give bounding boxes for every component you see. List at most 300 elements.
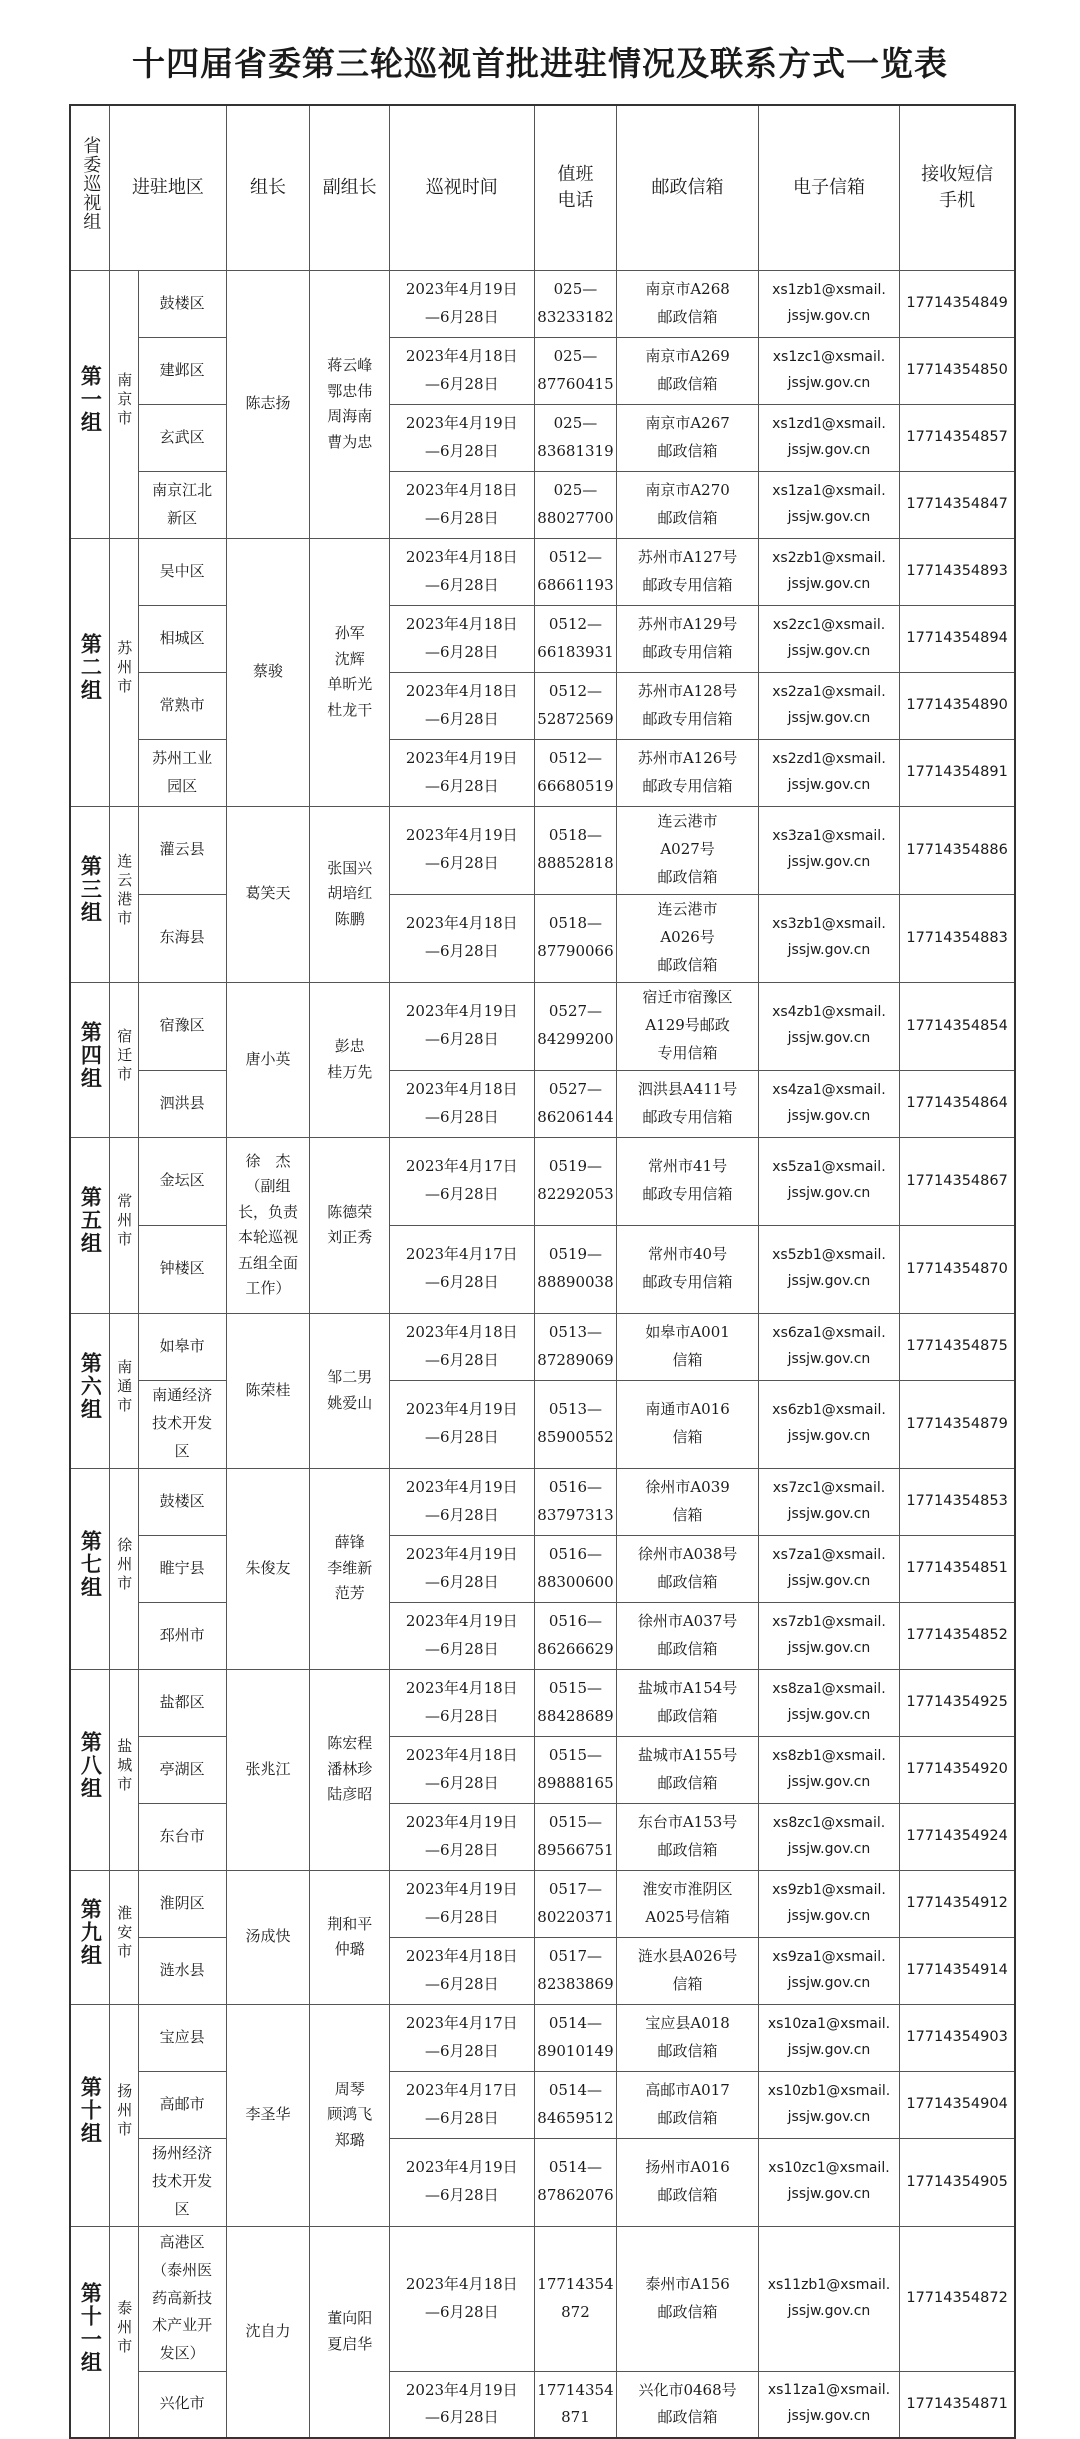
period-line: —6月28日 xyxy=(424,1907,499,1926)
leader-cell: 葛笑天 xyxy=(226,806,310,982)
period-line: —6月28日 xyxy=(424,575,499,594)
table-row xyxy=(70,471,1015,538)
email-line: xs9zb1@xsmail. xyxy=(772,1881,886,1898)
email-line: xs2zc1@xsmail. xyxy=(772,616,886,633)
period-line: 2023年4月18日 xyxy=(405,1678,518,1697)
group-name-text: 第六组 xyxy=(78,1351,103,1421)
district-cell: 睢宁县 xyxy=(138,1535,226,1602)
table-row xyxy=(70,2071,1015,2138)
leader-cell: 沈自力 xyxy=(226,2226,310,2438)
header-district: 进驻地区 xyxy=(110,105,226,270)
header-email: 电子信箱 xyxy=(758,105,899,270)
district-line: 园区 xyxy=(167,776,198,795)
period-line: —6月28日 xyxy=(424,642,499,661)
leader-line: 长，负责 xyxy=(237,1202,298,1221)
table-row xyxy=(70,894,1015,982)
district-cell xyxy=(138,1380,226,1468)
email-line: jssjw.gov.cn xyxy=(787,942,871,958)
period-cell xyxy=(390,982,535,1070)
email-cell xyxy=(758,1225,899,1313)
deputy-line: 彭忠 xyxy=(334,1037,365,1055)
sms-phone-cell: 17714354903 xyxy=(900,2004,1015,2071)
phone-line: 0515— xyxy=(548,1678,603,1697)
table-row xyxy=(70,806,1015,894)
deputy-line: 陈宏程 xyxy=(327,1734,373,1753)
email-cell xyxy=(758,1535,899,1602)
district-line: 高港区 xyxy=(159,2233,205,2252)
postal-line: A026号 xyxy=(660,928,715,947)
email-cell xyxy=(758,605,899,672)
period-line: 2023年4月18日 xyxy=(405,346,518,365)
postal-box-cell xyxy=(617,270,758,337)
postal-line: 南京市A269 xyxy=(645,346,730,365)
postal-line: 邮政信箱 xyxy=(657,2302,718,2321)
period-line: —6月28日 xyxy=(424,776,499,795)
postal-line: 邮政专用信箱 xyxy=(642,1273,733,1291)
postal-box-cell xyxy=(617,538,758,605)
email-cell xyxy=(758,270,899,337)
postal-box-cell xyxy=(617,1736,758,1803)
postal-box-cell xyxy=(617,1937,758,2004)
city-name xyxy=(110,1870,138,2004)
district-cell: 常熟市 xyxy=(138,672,226,739)
phone-line: 0527— xyxy=(548,1079,603,1098)
leader-line: 徐 杰 xyxy=(245,1151,291,1170)
postal-line: A027号 xyxy=(660,840,715,859)
postal-line: 苏州市A127号 xyxy=(637,547,738,566)
period-cell xyxy=(390,739,535,806)
table-row xyxy=(70,2226,1015,2371)
city-name-text: 常州市 xyxy=(115,1193,134,1251)
period-cell xyxy=(390,404,535,471)
table-row xyxy=(70,739,1015,806)
email-line: jssjw.gov.cn xyxy=(787,1639,871,1656)
postal-line: 邮政专用信箱 xyxy=(642,1107,733,1126)
email-cell xyxy=(758,739,899,806)
postal-line: A025号信箱 xyxy=(645,1907,730,1926)
table-row xyxy=(70,1137,1015,1225)
district-cell: 金坛区 xyxy=(138,1137,226,1225)
email-line: jssjw.gov.cn xyxy=(787,307,871,324)
postal-box-cell xyxy=(617,1602,758,1669)
duty-phone-cell xyxy=(534,739,617,806)
postal-box-cell xyxy=(617,2138,758,2226)
postal-line: 南京市A270 xyxy=(645,480,730,499)
group-name xyxy=(70,1137,110,1313)
deputy-line: 顾鸿飞 xyxy=(327,2105,373,2124)
period-line: 2023年4月18日 xyxy=(405,914,518,933)
duty-phone-cell xyxy=(534,672,617,739)
table-row xyxy=(70,2004,1015,2071)
table-row xyxy=(70,1870,1015,1937)
email-cell xyxy=(758,806,899,894)
postal-line: 兴化市0468号 xyxy=(638,2380,737,2399)
phone-line: 0512— xyxy=(548,547,603,566)
sms-phone-cell: 17714354904 xyxy=(900,2071,1015,2138)
deputy-line: 董向阳 xyxy=(327,2309,373,2328)
email-cell xyxy=(758,1137,899,1225)
duty-phone-cell xyxy=(534,337,617,404)
group-name-text: 第二组 xyxy=(78,633,103,703)
postal-box-cell xyxy=(617,471,758,538)
email-line: jssjw.gov.cn xyxy=(787,854,871,870)
period-cell xyxy=(390,1669,535,1736)
sms-phone-cell: 17714354893 xyxy=(900,538,1015,605)
city-name xyxy=(110,1313,138,1468)
phone-line: 0514— xyxy=(548,2158,603,2177)
period-line: 2023年4月18日 xyxy=(405,1946,518,1965)
district-line: （泰州医 xyxy=(152,2260,213,2279)
phone-line: 0512— xyxy=(548,614,603,633)
postal-line: 邮政信箱 xyxy=(657,374,718,393)
leader-cell: 汤成快 xyxy=(226,1870,310,2004)
email-line: jssjw.gov.cn xyxy=(787,1107,871,1124)
district-cell: 宝应县 xyxy=(138,2004,226,2071)
deputy-line: 潘林珍 xyxy=(327,1759,373,1778)
period-line: 2023年4月19日 xyxy=(405,826,518,845)
deputy-line: 周海南 xyxy=(327,407,373,425)
period-line: —6月28日 xyxy=(424,1350,499,1369)
postal-line: 邮政信箱 xyxy=(657,955,718,974)
phone-line: 0512— xyxy=(548,748,603,767)
period-line: —6月28日 xyxy=(424,942,499,960)
email-line: jssjw.gov.cn xyxy=(787,2186,871,2202)
period-line: 2023年4月19日 xyxy=(405,1400,518,1419)
postal-line: 盐城市A155号 xyxy=(637,1745,738,1764)
period-cell xyxy=(390,2371,535,2438)
table-row xyxy=(70,1070,1015,1137)
period-cell xyxy=(390,1803,535,1870)
postal-line: 东台市A153号 xyxy=(637,1812,738,1831)
group-name xyxy=(70,2004,110,2226)
leader-cell: 李圣华 xyxy=(226,2004,310,2226)
postal-line: 邮政信箱 xyxy=(657,867,718,886)
duty-phone-cell xyxy=(534,1535,617,1602)
postal-line: 常州市41号 xyxy=(648,1157,728,1176)
sms-phone-cell: 17714354925 xyxy=(900,1669,1015,1736)
postal-box-cell xyxy=(617,982,758,1070)
district-cell: 如皋市 xyxy=(138,1313,226,1380)
table-row xyxy=(70,1937,1015,2004)
sms-phone-cell: 17714354851 xyxy=(900,1535,1015,1602)
district-cell: 相城区 xyxy=(138,605,226,672)
duty-phone-cell xyxy=(534,2138,617,2226)
sms-phone-cell: 17714354864 xyxy=(900,1070,1015,1137)
city-name xyxy=(110,2226,138,2438)
deputy-line: 沈辉 xyxy=(334,649,365,668)
district-line: 术产业开 xyxy=(152,2316,213,2335)
email-cell xyxy=(758,1870,899,1937)
phone-line: 87289069 xyxy=(537,1350,614,1369)
header-deputy: 副组长 xyxy=(310,105,390,270)
leader-line: 工作） xyxy=(245,1279,291,1297)
phone-line: 88852818 xyxy=(537,854,614,872)
sms-phone-cell: 17714354857 xyxy=(900,404,1015,471)
period-line: —6月28日 xyxy=(424,2108,499,2127)
deputy-line: 范芳 xyxy=(334,1584,365,1603)
leader-cell: 张兆江 xyxy=(226,1669,310,1870)
period-cell xyxy=(390,1313,535,1380)
table-row xyxy=(70,672,1015,739)
postal-line: 邮政信箱 xyxy=(657,2408,718,2427)
district-cell: 钟楼区 xyxy=(138,1225,226,1313)
district-cell: 兴化市 xyxy=(138,2371,226,2438)
period-cell xyxy=(390,806,535,894)
sms-phone-cell: 17714354850 xyxy=(900,337,1015,404)
sms-phone-cell: 17714354871 xyxy=(900,2371,1015,2438)
postal-line: 邮政信箱 xyxy=(657,307,718,326)
period-line: 2023年4月18日 xyxy=(405,614,518,633)
duty-phone-cell xyxy=(534,1468,617,1535)
email-line: xs4zb1@xsmail. xyxy=(772,1004,886,1021)
phone-line: 87862076 xyxy=(537,2186,614,2204)
phone-line: 871 xyxy=(561,2408,590,2427)
postal-line: 涟水县A026号 xyxy=(637,1946,738,1965)
duty-phone-cell xyxy=(534,538,617,605)
table-row xyxy=(70,605,1015,672)
period-cell xyxy=(390,1937,535,2004)
period-cell xyxy=(390,1602,535,1669)
table-row xyxy=(70,2371,1015,2438)
city-name xyxy=(110,2004,138,2226)
table-row xyxy=(70,1803,1015,1870)
district-cell: 宿豫区 xyxy=(138,982,226,1070)
period-line: 2023年4月18日 xyxy=(405,1745,518,1764)
postal-line: 邮政信箱 xyxy=(657,1773,718,1792)
phone-line: 68661193 xyxy=(537,575,614,594)
period-cell xyxy=(390,2138,535,2226)
period-line: —6月28日 xyxy=(424,1974,499,1993)
leader-cell: 陈荣桂 xyxy=(226,1313,310,1468)
group-name xyxy=(70,1468,110,1669)
postal-line: 邮政专用信箱 xyxy=(642,575,733,594)
duty-phone-cell xyxy=(534,1380,617,1468)
email-line: jssjw.gov.cn xyxy=(787,575,871,592)
email-cell xyxy=(758,1313,899,1380)
period-line: 2023年4月17日 xyxy=(405,1245,518,1264)
city-name xyxy=(110,806,138,982)
phone-line: 0519— xyxy=(548,1245,603,1264)
period-line: 2023年4月18日 xyxy=(405,1322,518,1341)
phone-line: 80220371 xyxy=(537,1907,614,1926)
district-cell: 亭湖区 xyxy=(138,1736,226,1803)
phone-line: 0517— xyxy=(548,1946,603,1965)
phone-line: 0515— xyxy=(548,1745,603,1764)
group-name xyxy=(70,1313,110,1468)
header-duty-phone: 值班电话 xyxy=(534,105,617,270)
deputy-line: 胡培红 xyxy=(327,884,373,903)
table-row xyxy=(70,2138,1015,2226)
email-line: jssjw.gov.cn xyxy=(787,776,871,793)
postal-line: 邮政专用信箱 xyxy=(642,709,733,728)
leader-cell: 陈志扬 xyxy=(226,270,310,538)
header-group: 省委巡视组 xyxy=(70,105,110,270)
email-line: xs7za1@xsmail. xyxy=(772,1546,886,1563)
postal-box-cell xyxy=(617,404,758,471)
period-line: —6月28日 xyxy=(424,1185,499,1203)
postal-box-cell xyxy=(617,2226,758,2371)
period-line: 2023年4月18日 xyxy=(405,480,518,499)
email-line: jssjw.gov.cn xyxy=(787,2108,871,2125)
email-line: xs5za1@xsmail. xyxy=(772,1159,886,1176)
group-name xyxy=(70,1870,110,2004)
sms-phone-cell: 17714354914 xyxy=(900,1937,1015,2004)
sms-phone-cell: 17714354849 xyxy=(900,270,1015,337)
district-line: 南京江北 xyxy=(152,480,213,499)
period-line: 2023年4月18日 xyxy=(405,681,518,700)
duty-phone-cell xyxy=(534,404,617,471)
postal-line: 南京市A268 xyxy=(645,279,730,298)
postal-line: 邮政专用信箱 xyxy=(642,776,733,795)
postal-line: 南通市A016 xyxy=(645,1400,730,1419)
postal-box-cell xyxy=(617,1535,758,1602)
period-line: —6月28日 xyxy=(424,1505,499,1524)
period-cell xyxy=(390,337,535,404)
district-line: 技术开发 xyxy=(152,2172,213,2191)
phone-line: 89888165 xyxy=(537,1773,614,1792)
postal-box-cell xyxy=(617,2004,758,2071)
email-line: jssjw.gov.cn xyxy=(787,1840,871,1857)
period-line: —6月28日 xyxy=(424,374,499,393)
duty-phone-cell xyxy=(534,1225,617,1313)
email-cell xyxy=(758,2371,899,2438)
period-cell xyxy=(390,1137,535,1225)
district-line: 区 xyxy=(174,2199,190,2218)
group-name-text: 第十一组 xyxy=(78,2281,103,2374)
period-cell xyxy=(390,270,535,337)
postal-line: 邮政专用信箱 xyxy=(642,642,733,661)
email-line: xs6za1@xsmail. xyxy=(772,1324,886,1341)
postal-line: 邮政专用信箱 xyxy=(642,1185,733,1203)
postal-line: 信箱 xyxy=(672,1428,703,1446)
postal-line: 专用信箱 xyxy=(657,1043,718,1062)
deputy-line: 周琴 xyxy=(334,2079,365,2098)
period-line: —6月28日 xyxy=(424,2186,499,2204)
period-cell xyxy=(390,2004,535,2071)
phone-line: 0518— xyxy=(548,914,603,933)
district-cell: 淮阴区 xyxy=(138,1870,226,1937)
phone-line: 17714354 xyxy=(537,2274,614,2293)
period-line: —6月28日 xyxy=(424,1030,499,1048)
period-cell xyxy=(390,1380,535,1468)
deputy-cell xyxy=(310,2226,390,2438)
phone-line: 84659512 xyxy=(537,2108,614,2127)
district-cell: 东台市 xyxy=(138,1803,226,1870)
email-line: xs1za1@xsmail. xyxy=(772,482,886,499)
period-line: —6月28日 xyxy=(424,709,499,728)
group-name-text: 第九组 xyxy=(78,1898,103,1968)
email-cell xyxy=(758,1736,899,1803)
group-name-text: 第一组 xyxy=(78,365,103,435)
postal-box-cell xyxy=(617,894,758,982)
duty-phone-cell xyxy=(534,806,617,894)
phone-line: 025— xyxy=(553,279,598,298)
postal-box-cell xyxy=(617,2071,758,2138)
phone-line: 0518— xyxy=(548,826,603,845)
group-name-text: 第三组 xyxy=(78,855,103,925)
period-cell xyxy=(390,1870,535,1937)
group-name xyxy=(70,2226,110,2438)
postal-line: 邮政信箱 xyxy=(657,1572,718,1591)
leader-line: 本轮巡视 xyxy=(237,1228,298,1246)
city-name xyxy=(110,982,138,1137)
email-line: jssjw.gov.cn xyxy=(787,2408,871,2425)
phone-line: 0516— xyxy=(548,1544,603,1563)
deputy-line: 陈德荣 xyxy=(327,1202,373,1221)
email-cell xyxy=(758,471,899,538)
group-name xyxy=(70,270,110,538)
sms-phone-cell: 17714354875 xyxy=(900,1313,1015,1380)
city-name-text: 盐城市 xyxy=(115,1737,134,1795)
postal-box-cell xyxy=(617,1070,758,1137)
duty-phone-cell xyxy=(534,894,617,982)
period-line: —6月28日 xyxy=(424,508,499,527)
deputy-line: 邹二男 xyxy=(327,1368,373,1386)
city-name-text: 南京市 xyxy=(115,372,134,430)
sms-phone-cell: 17714354905 xyxy=(900,2138,1015,2226)
phone-line: 025— xyxy=(553,480,598,499)
district-line: 发区） xyxy=(159,2344,205,2363)
email-line: xs2zd1@xsmail. xyxy=(772,750,886,767)
period-line: 2023年4月19日 xyxy=(405,1611,518,1630)
phone-line: 0512— xyxy=(548,681,603,700)
postal-box-cell xyxy=(617,1468,758,1535)
leader-line: （副组 xyxy=(245,1177,291,1195)
period-line: 2023年4月19日 xyxy=(405,2158,518,2177)
email-line: xs1zb1@xsmail. xyxy=(772,281,886,298)
sms-phone-cell: 17714354912 xyxy=(900,1870,1015,1937)
sms-phone-cell: 17714354891 xyxy=(900,739,1015,806)
postal-line: 信箱 xyxy=(672,1505,703,1524)
phone-line: 88027700 xyxy=(537,508,614,527)
email-line: jssjw.gov.cn xyxy=(787,1185,871,1201)
sms-phone-cell: 17714354924 xyxy=(900,1803,1015,1870)
postal-box-cell xyxy=(617,1380,758,1468)
deputy-cell xyxy=(310,1137,390,1313)
deputy-line: 杜龙干 xyxy=(327,700,373,719)
email-line: xs11zb1@xsmail. xyxy=(767,2276,891,2293)
table-row xyxy=(70,1380,1015,1468)
postal-line: 连云港市 xyxy=(657,812,718,831)
postal-line: 泗洪县A411号 xyxy=(637,1079,738,1098)
duty-phone-cell xyxy=(534,471,617,538)
period-line: —6月28日 xyxy=(424,2408,499,2427)
email-line: xs9za1@xsmail. xyxy=(772,1948,886,1965)
postal-line: 邮政信箱 xyxy=(657,2186,718,2204)
district-cell: 泗洪县 xyxy=(138,1070,226,1137)
sms-phone-cell: 17714354867 xyxy=(900,1137,1015,1225)
email-line: jssjw.gov.cn xyxy=(787,508,871,525)
district-line: 苏州工业 xyxy=(152,748,213,767)
deputy-cell xyxy=(310,982,390,1137)
email-line: jssjw.gov.cn xyxy=(787,1505,871,1522)
period-line: 2023年4月19日 xyxy=(405,748,518,767)
period-cell xyxy=(390,1225,535,1313)
deputy-line: 孙军 xyxy=(334,624,365,642)
period-line: 2023年4月19日 xyxy=(405,279,518,298)
district-cell xyxy=(138,2226,226,2371)
district-cell: 邳州市 xyxy=(138,1602,226,1669)
phone-line: 88428689 xyxy=(537,1706,614,1725)
sms-phone-cell: 17714354872 xyxy=(900,2226,1015,2371)
deputy-line: 单昕光 xyxy=(327,675,373,693)
period-line: 2023年4月17日 xyxy=(405,1157,518,1176)
district-cell: 涟水县 xyxy=(138,1937,226,2004)
duty-phone-cell xyxy=(534,1137,617,1225)
duty-phone-cell xyxy=(534,605,617,672)
city-name-text: 宿迁市 xyxy=(115,1027,134,1085)
deputy-line: 仲璐 xyxy=(334,1940,365,1958)
